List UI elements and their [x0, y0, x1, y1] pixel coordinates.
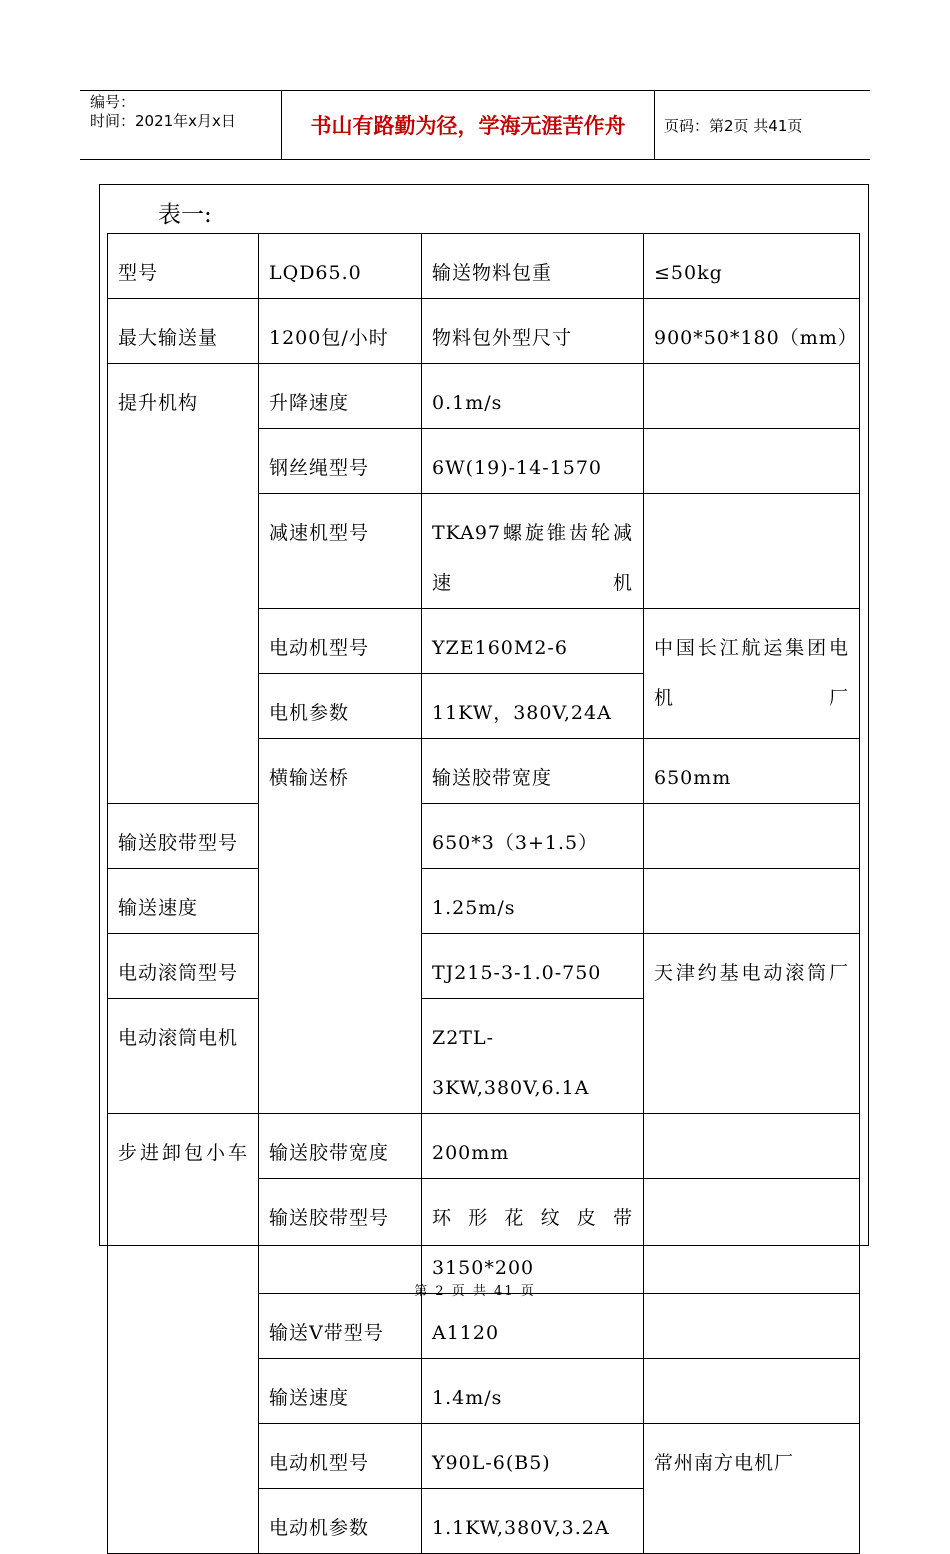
- table-cell: 1.4m/s: [422, 1359, 644, 1424]
- table-cell: 钢丝绳型号: [259, 429, 422, 494]
- table-cell: 输送胶带型号: [259, 1179, 422, 1294]
- table-row: [108, 804, 860, 869]
- table-cell: 最大输送量: [108, 299, 259, 364]
- table-cell: [644, 1114, 860, 1179]
- header-motto: 书山有路勤为径，学海无涯苦作舟: [310, 114, 626, 138]
- table-cell: 电动机参数: [259, 1489, 422, 1554]
- table-cell: 1200包/小时: [259, 299, 422, 364]
- table-cell: 200mm: [422, 1114, 644, 1179]
- table-cell: [644, 869, 860, 934]
- table-cell: 0.1m/s: [422, 364, 644, 429]
- table-caption: 表一:: [158, 202, 212, 228]
- table-cell: TKA97螺旋锥齿轮减速机: [422, 494, 644, 609]
- table-row: [108, 234, 860, 299]
- table-cell: 输送V带型号: [259, 1294, 422, 1359]
- table-cell: 减速机型号: [259, 494, 422, 609]
- group-label-lift: 提升机构: [108, 364, 259, 804]
- table-cell: [644, 1359, 860, 1424]
- table-cell: Z2TL-3KW,380V,6.1A: [422, 999, 644, 1114]
- table-cell: Y90L-6(B5): [422, 1424, 644, 1489]
- table-cell: 650*3（3+1.5）: [422, 804, 644, 869]
- maker-cell: 中国长江航运集团电机厂: [644, 609, 860, 739]
- table-cell: 型号: [108, 234, 259, 299]
- page-footer: 第 2 页 共 41 页: [414, 1284, 536, 1299]
- table-row: [108, 869, 860, 934]
- table-cell: [644, 1179, 860, 1294]
- header-meta: [90, 93, 236, 131]
- group-label-cart: 步进卸包小车: [108, 1114, 259, 1554]
- table-cell: LQD65.0: [259, 234, 422, 299]
- group-label-bridge: 横输送桥: [259, 739, 422, 1114]
- table-row: [108, 934, 860, 999]
- table-cell: 650mm: [644, 739, 860, 804]
- table-cell: 输送胶带宽度: [422, 739, 644, 804]
- table-cell: 输送胶带型号: [108, 804, 259, 869]
- table-cell: 输送速度: [108, 869, 259, 934]
- table-cell: 电动机型号: [259, 1424, 422, 1489]
- table-cell: [644, 1294, 860, 1359]
- table-cell: 1.1KW,380V,3.2A: [422, 1489, 644, 1554]
- spec-table: [107, 233, 860, 1554]
- page-header: [80, 90, 870, 160]
- table-cell: YZE160M2-6: [422, 609, 644, 674]
- table-cell: 电动滚筒型号: [108, 934, 259, 999]
- table-cell: 电机参数: [259, 674, 422, 739]
- table-cell: 输送速度: [259, 1359, 422, 1424]
- document-number: 编号：: [90, 93, 136, 111]
- table-cell: [644, 804, 860, 869]
- maker-cell: 常州南方电机厂: [644, 1424, 860, 1554]
- table-row: [108, 1114, 860, 1179]
- table-cell: ≤50kg: [644, 234, 860, 299]
- table-cell: 6W(19)-14-1570: [422, 429, 644, 494]
- table-cell: 900*50*180（mm）: [644, 299, 860, 364]
- table-cell: 输送胶带宽度: [259, 1114, 422, 1179]
- table-cell: [644, 364, 860, 429]
- table-cell: A1120: [422, 1294, 644, 1359]
- table-cell: 1.25m/s: [422, 869, 644, 934]
- table-cell: [644, 494, 860, 609]
- table-cell: 电动滚筒电机: [108, 999, 259, 1114]
- table-cell: 11KW，380V,24A: [422, 674, 644, 739]
- maker-cell: 天津约基电动滚筒厂: [644, 934, 860, 1114]
- table-cell: TJ215-3-1.0-750: [422, 934, 644, 999]
- table-cell: 电动机型号: [259, 609, 422, 674]
- header-page-info: 页码：第2页 共41页: [664, 116, 803, 135]
- table-cell: 输送物料包重: [422, 234, 644, 299]
- table-cell: 升降速度: [259, 364, 422, 429]
- table-cell: 环形花纹皮带3150*200: [422, 1179, 644, 1294]
- document-time: 时间：2021年x月x日: [90, 112, 236, 130]
- table-row: [108, 364, 860, 429]
- table-cell: 物料包外型尺寸: [422, 299, 644, 364]
- table-row: [108, 299, 860, 364]
- table-cell: [644, 429, 860, 494]
- header-divider: [654, 91, 655, 159]
